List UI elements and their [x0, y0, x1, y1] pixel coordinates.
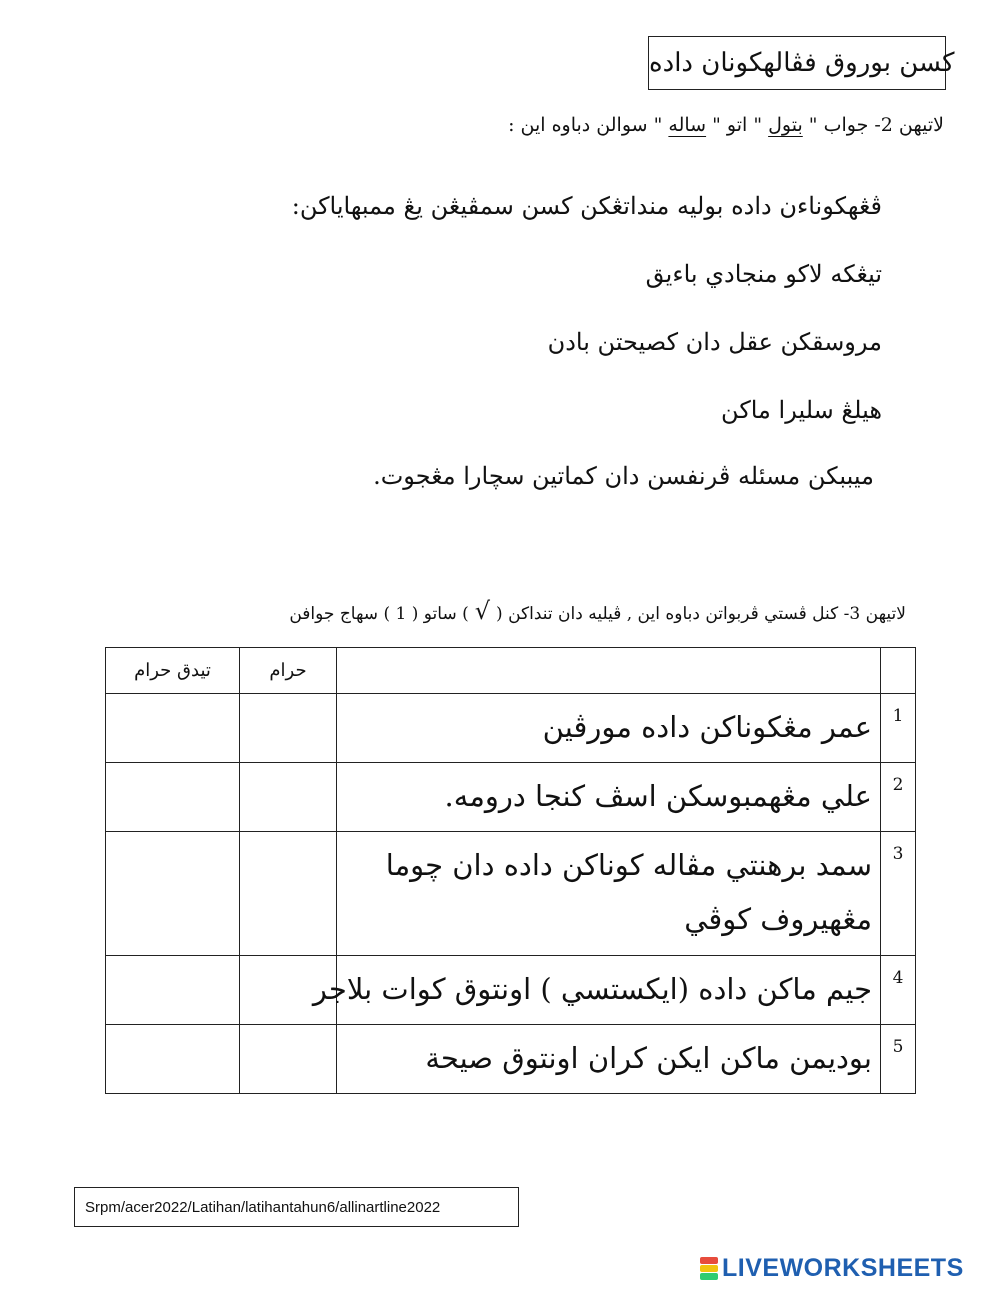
- logo-bar: [700, 1273, 718, 1280]
- statement-line: ڤڠهكوناءن داده بوليه منداتڠكن كسن سمڤيڠن يڠ ممبهاياكن:: [291, 192, 882, 220]
- row-statement: جيم ماكن داده (ايكستسي ) اونتوق كوات بلاجر: [337, 956, 881, 1025]
- table-row: [106, 694, 916, 763]
- exercise-2-mid: " اتو ": [706, 114, 769, 136]
- answer-tidak-haram-cell[interactable]: [106, 1025, 240, 1094]
- answer-tidak-haram-cell[interactable]: [106, 832, 240, 956]
- row-number: 1: [881, 694, 916, 763]
- answer-haram-cell[interactable]: [240, 1025, 337, 1094]
- answer-tidak-haram-cell[interactable]: [106, 694, 240, 763]
- row-statement: عمر مڠكوناكن داده مورڤين: [337, 694, 881, 763]
- row-number: 3: [881, 832, 916, 956]
- exercise-2-instruction: [508, 114, 944, 136]
- logo-bar: [700, 1257, 718, 1264]
- tick-mark-icon: √: [474, 597, 491, 625]
- exercise-2-word-salah: ساله: [668, 114, 707, 136]
- header-tidak-haram: تيدق حرام: [106, 648, 240, 694]
- table-header-row: [106, 648, 916, 694]
- liveworksheets-logo[interactable]: [700, 1253, 964, 1283]
- header-blank: [337, 648, 881, 694]
- logo-bar: [700, 1265, 718, 1272]
- row-statement: سمد برهنتي مڤاله كوناكن داده دان چوما مڠهيروف كوڤي: [337, 832, 881, 956]
- answer-tidak-haram-cell[interactable]: [106, 956, 240, 1025]
- header-number: [881, 648, 916, 694]
- row-statement: علي مڠهمبوسكن اسڤ كنجا درومه.: [337, 763, 881, 832]
- row-number: 5: [881, 1025, 916, 1094]
- liveworksheets-logo-text: LIVEWORKSHEETS: [722, 1253, 964, 1282]
- exercise-3-after: ) ساتو ( 1 ) سهاج جوافن: [289, 604, 469, 624]
- answer-haram-cell[interactable]: [240, 694, 337, 763]
- exercise-2-prefix: لاتيهن 2- جواب ": [802, 114, 944, 136]
- table-row: [106, 763, 916, 832]
- liveworksheets-logo-icon: [700, 1257, 718, 1280]
- row-number: 4: [881, 956, 916, 1025]
- source-path-text: Srpm/acer2022/Latihan/latihantahun6/allinartline2022: [85, 1198, 441, 1216]
- header-haram: حرام: [240, 648, 337, 694]
- statement-line: هيلڠ سليرا ماكن: [721, 396, 882, 424]
- exercise-3-instruction: [289, 597, 906, 625]
- table-row: [106, 832, 916, 956]
- classification-table: [105, 647, 916, 1094]
- table-row: [106, 956, 916, 1025]
- statement-line: مروسقكن عقل دان كصيحتن بادن: [547, 328, 882, 356]
- table-row: [106, 1025, 916, 1094]
- answer-haram-cell[interactable]: [240, 763, 337, 832]
- statement-line: ميببكن مسئله ڤرنفسن دان كماتين سچارا مڠجوت.: [373, 462, 874, 490]
- worksheet-title-text: كسن بوروق فڤالهكونان داده: [649, 48, 955, 78]
- exercise-2-word-betul: بتول: [768, 114, 803, 136]
- source-path-box: [74, 1187, 519, 1227]
- exercise-2-suffix: " سوالن دباوه اين :: [508, 114, 669, 136]
- answer-haram-cell[interactable]: [240, 832, 337, 956]
- statement-line: تيڠكه لاکو منجادي باءيق: [645, 260, 882, 288]
- row-statement: بوديمن ماكن ايكن كران اونتوق صيحة: [337, 1025, 881, 1094]
- exercise-3-before: لاتيهن 3- كنل ڤستي ڤربواتن دباوه اين , ڤيليه دان تنداكن (: [496, 604, 906, 624]
- answer-tidak-haram-cell[interactable]: [106, 763, 240, 832]
- worksheet-title: [648, 36, 955, 90]
- row-number: 2: [881, 763, 916, 832]
